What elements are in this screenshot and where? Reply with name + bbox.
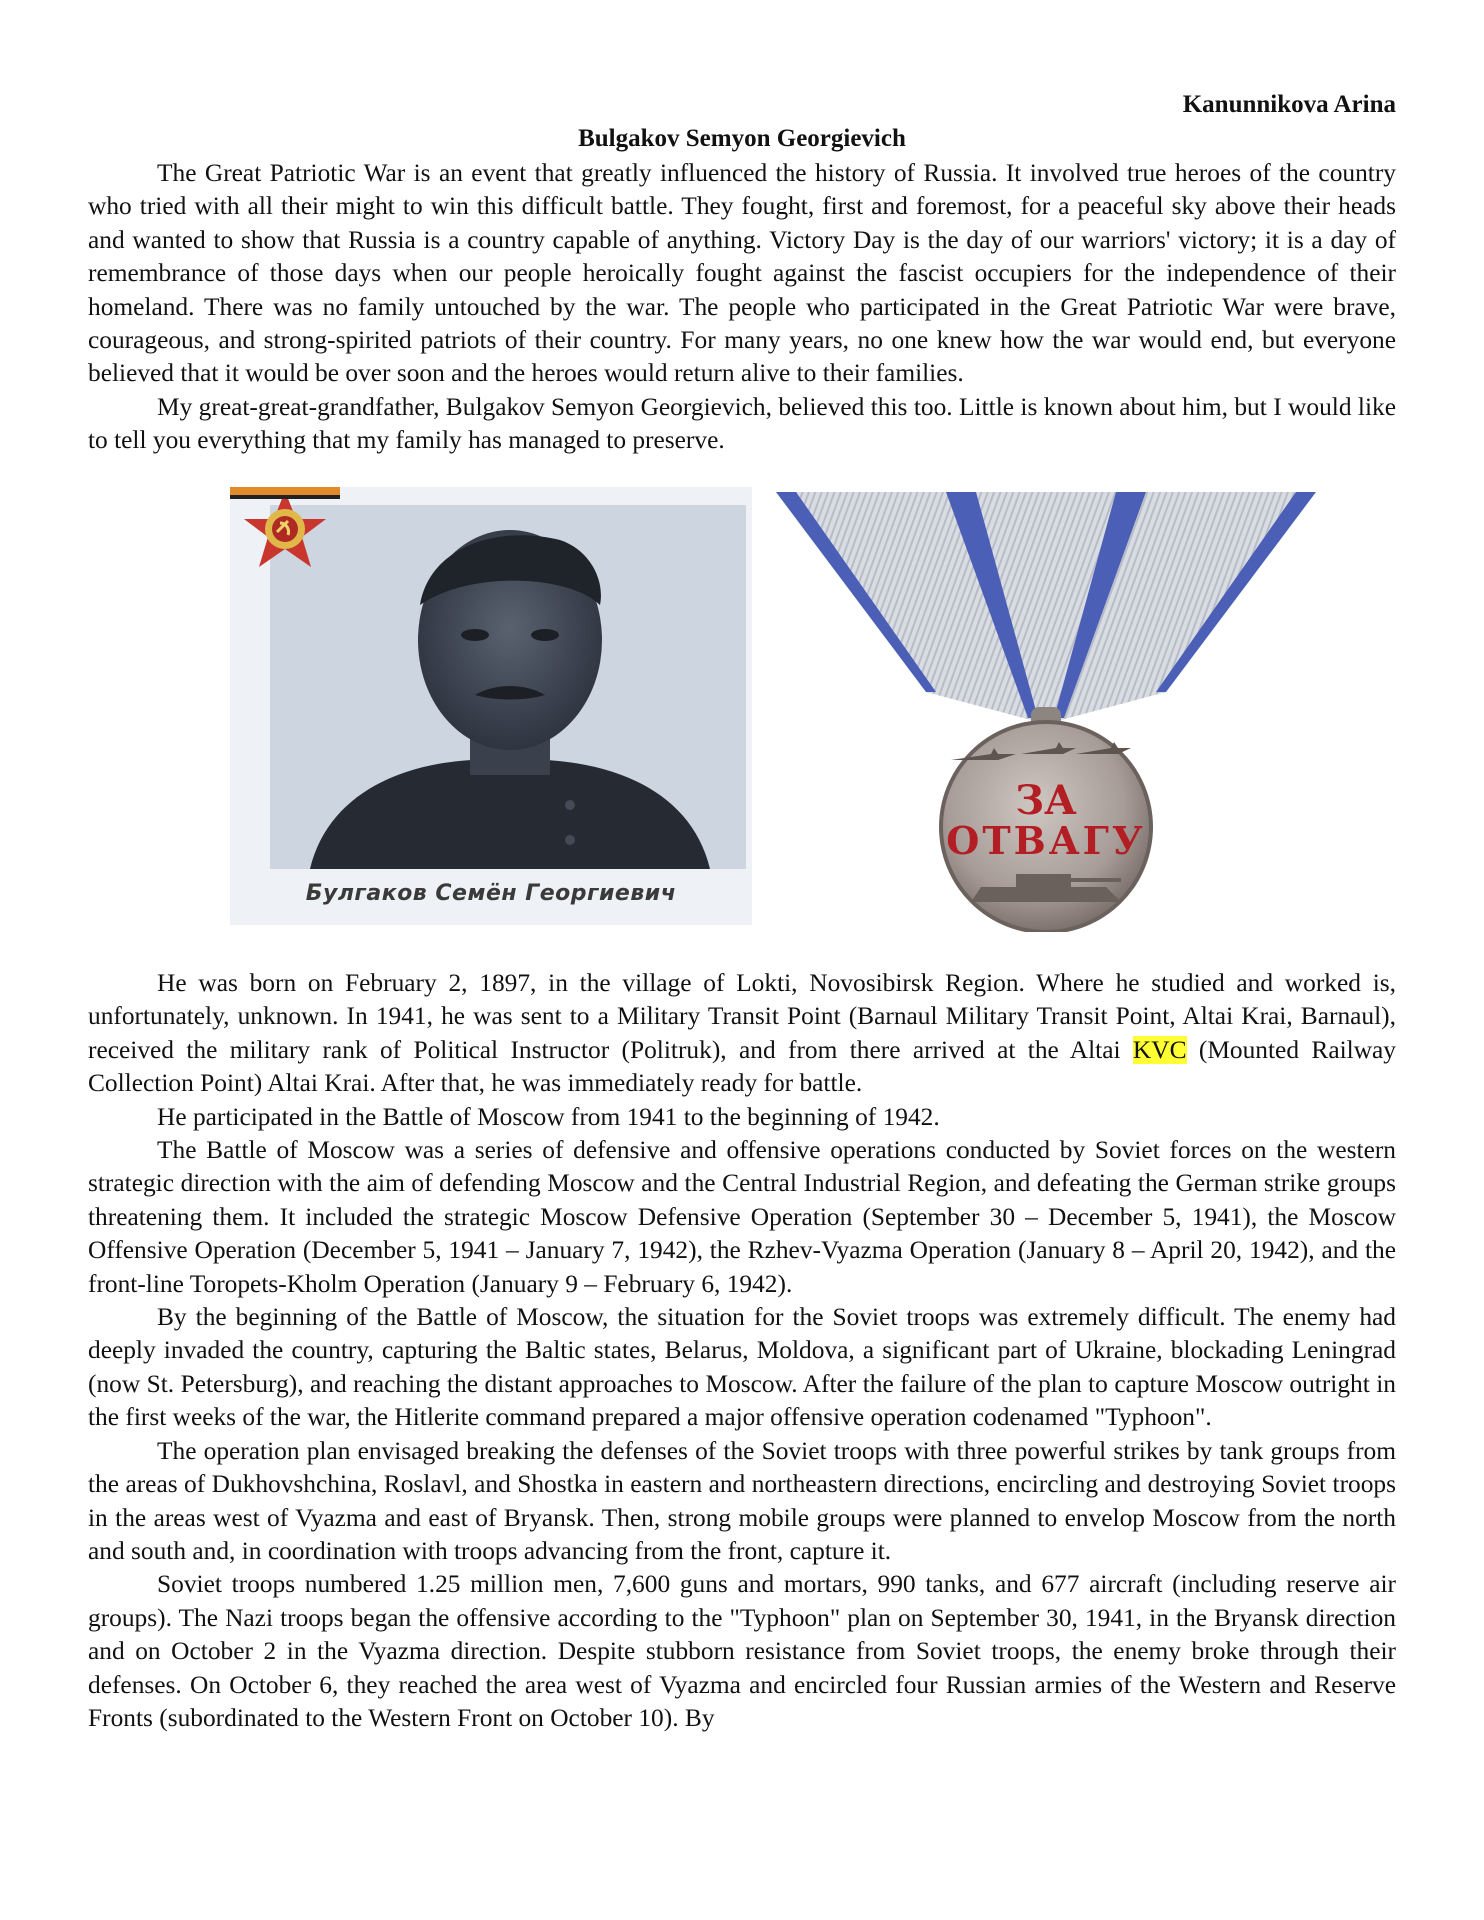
paragraph: The Great Patriotic War is an event that greatly influenced the history of Russia. It involved true heroes of the country who tried with all their might to win this difficult battle. They fought, first and foremost, for a peaceful sky above their heads and wanted to show that Russia is a country capable of anything. Victory Day is the day of our warriors' victory; it is a day of remembrance of those days when our people heroically fought against the fascist occupiers for the independence of their homeland. There was no family untouched by the war. The people who participated in the Great Patriotic War were brave, courageous, and strong-spirited patriots of their country. For many years, no one knew how the war would end, but everyone believed that it would be over soon and the heroes would return alive to their families. [88,159,1396,388]
biography-text [88,967,1396,1735]
portrait-photo [230,487,752,925]
paragraph: The operation plan envisaged breaking the defenses of the Soviet troops with three powerful strikes by tank groups from the areas of Dukhovshchina, Roslavl, and Shostka in eastern and northeastern directions, encircling and destroying Soviet troops in the areas west of Vyazma and east of Bryansk. Then, strong mobile groups were planned to envelop Moscow from the north and south and, in coordination with troops advancing from the front, capture it. [88,1436,1396,1565]
medal-inscription-line2: ОТВАГУ [946,818,1146,863]
order-star-icon [230,487,340,577]
highlighted-term: KVC [1132,1035,1187,1064]
intro-text [88,157,1396,458]
paragraph: He was born on February 2, 1897, in the village of Lokti, Novosibirsk Region. Where he studied and worked is, unfortunately, unknown. In 1941, he was sent to a Military Transit Point (Barnaul Military Transit Point, Altai Krai, Barnaul), received the military rank of Political Instructor (Politruk), and from there arrived at the Altai KVC (Mounted Railway Collection Point) Altai Krai. After that, he was immediately ready for battle. [88,969,1396,1098]
paragraph: Soviet troops numbered 1.25 million men, 7,600 guns and mortars, 990 tanks, and 677 aircraft (including reserve air groups). The Nazi troops began the offensive according to the "Typhoon" plan on September 30, 1941, in the Bryansk direction and on October 2 in the Vyazma direction. Despite stubborn resistance from Soviet troops, the enemy broke through their defenses. On October 6, they reached the area west of Vyazma and encircled four Russian armies of the Western and Reserve Fronts (subordinated to the Western Front on October 10). By [88,1570,1396,1732]
medal-inscription-line1: ЗА [1015,777,1077,824]
author-name: Kanunnikova Arina [1182,91,1396,118]
paragraph: He participated in the Battle of Moscow from 1941 to the beginning of 1942. [157,1102,940,1131]
document-title: Bulgakov Semyon Georgievich [578,125,906,152]
paragraph: By the beginning of the Battle of Moscow, the situation for the Soviet troops was extremely difficult. The enemy had deeply invaded the country, capturing the Baltic states, Belarus, Moldova, a significant part of Ukraine, blockading Leningrad (now St. Petersburg), and reaching the distant approaches to Moscow. After the failure of the plan to capture Moscow outright in the first weeks of the war, the Hitlerite command prepared a major offensive operation codenamed "Typhoon". [88,1303,1396,1432]
paragraph: The Battle of Moscow was a series of defensive and offensive operations conducted by Soviet forces on the western strategic direction with the aim of defending Moscow and the Central Industrial Region, and defeating the German strike groups threatening them. It included the strategic Moscow Defensive Operation (September 30 – December 5, 1941), the Moscow Offensive Operation (December 5, 1941 – January 7, 1942), the Rzhev-Vyazma Operation (January 8 – April 20, 1942), and the front-line Toropets-Kholm Operation (January 9 – February 6, 1942). [88,1136,1396,1298]
portrait-image [270,505,746,869]
photo-caption: Булгаков Семён Георгиевич [305,881,677,906]
medal-for-courage-image [776,492,1316,932]
paragraph: My great-great-grandfather, Bulgakov Semyon Georgievich, believed this too. Little is known about him, but I would like to tell you everything that my family has managed to preserve. [88,392,1396,455]
